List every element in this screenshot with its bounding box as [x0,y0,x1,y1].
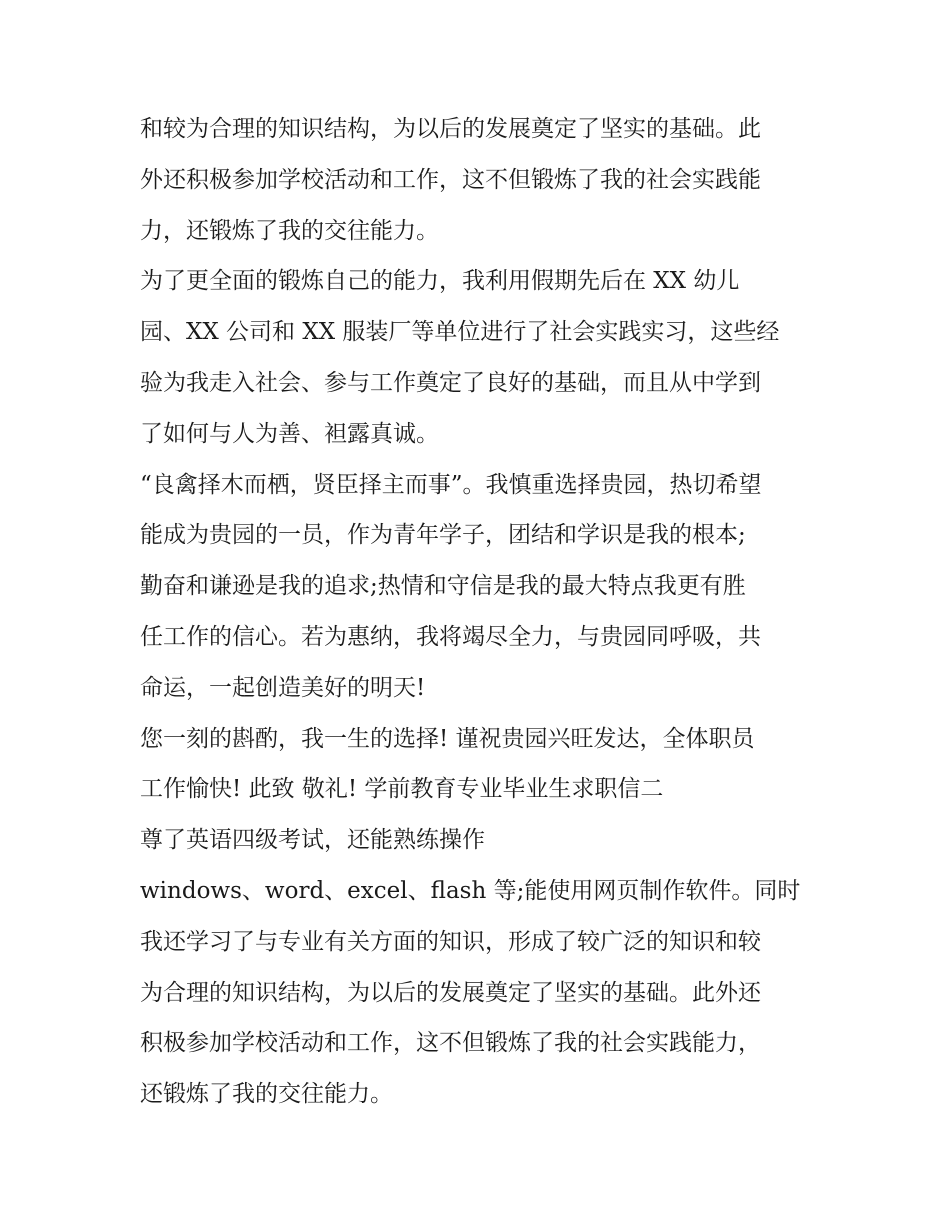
text-line: 和较为合理的知识结构，为以后的发展奠定了坚实的基础。此 [140,116,761,142]
text-line: 命运，一起创造美好的明天! [140,674,426,701]
text-line: 能成为贵园的一员，作为青年学子，团结和学识是我的根本; [140,522,746,549]
text-line: 您一刻的斟酌，我一生的选择! 谨祝贵园兴旺发达，全体职员 [140,725,755,752]
text-line: 为了更全面的锻炼自己的能力，我利用假期先后在 XX 幼儿 [140,268,740,295]
text-line: 还锻炼了我的交往能力。 [140,1081,393,1108]
text-line: 任工作的信心。若为惠纳，我将竭尽全力，与贵园同呼吸，共 [140,623,761,650]
text-line: 力，还锻炼了我的交往能力。 [140,217,439,244]
text-line: 积极参加学校活动和工作，这不但锻炼了我的社会实践能力， [140,1030,761,1057]
text-line: windows、word、excel、flash 等;能使用网页制作软件。同时 [140,877,801,904]
text-line: 园、XX 公司和 XX 服装厂等单位进行了社会实践实习，这些经 [140,319,780,346]
text-line: 了如何与人为善、袒露真诚。 [140,420,439,447]
text-line: 外还积极参加学校活动和工作，这不但锻炼了我的社会实践能 [140,166,761,193]
text-line: “良禽择木而栖，贤臣择主而事”。我慎重选择贵园，热切希望 [140,471,762,498]
body-text [140,104,830,1120]
text-line: 验为我走入社会、参与工作奠定了良好的基础，而且从中学到 [140,369,761,396]
text-line: 尊了英语四级考试，还能熟练操作 [140,827,485,854]
text-line: 工作愉快! 此致 敬礼! 学前教育专业毕业生求职信二 [140,776,664,803]
text-line: 我还学习了与专业有关方面的知识，形成了较广泛的知识和较 [140,928,761,955]
text-line: 勤奋和谦逊是我的追求;热情和守信是我的最大特点我更有胜 [140,573,746,600]
text-line: 为合理的知识结构，为以后的发展奠定了坚实的基础。此外还 [140,979,761,1006]
